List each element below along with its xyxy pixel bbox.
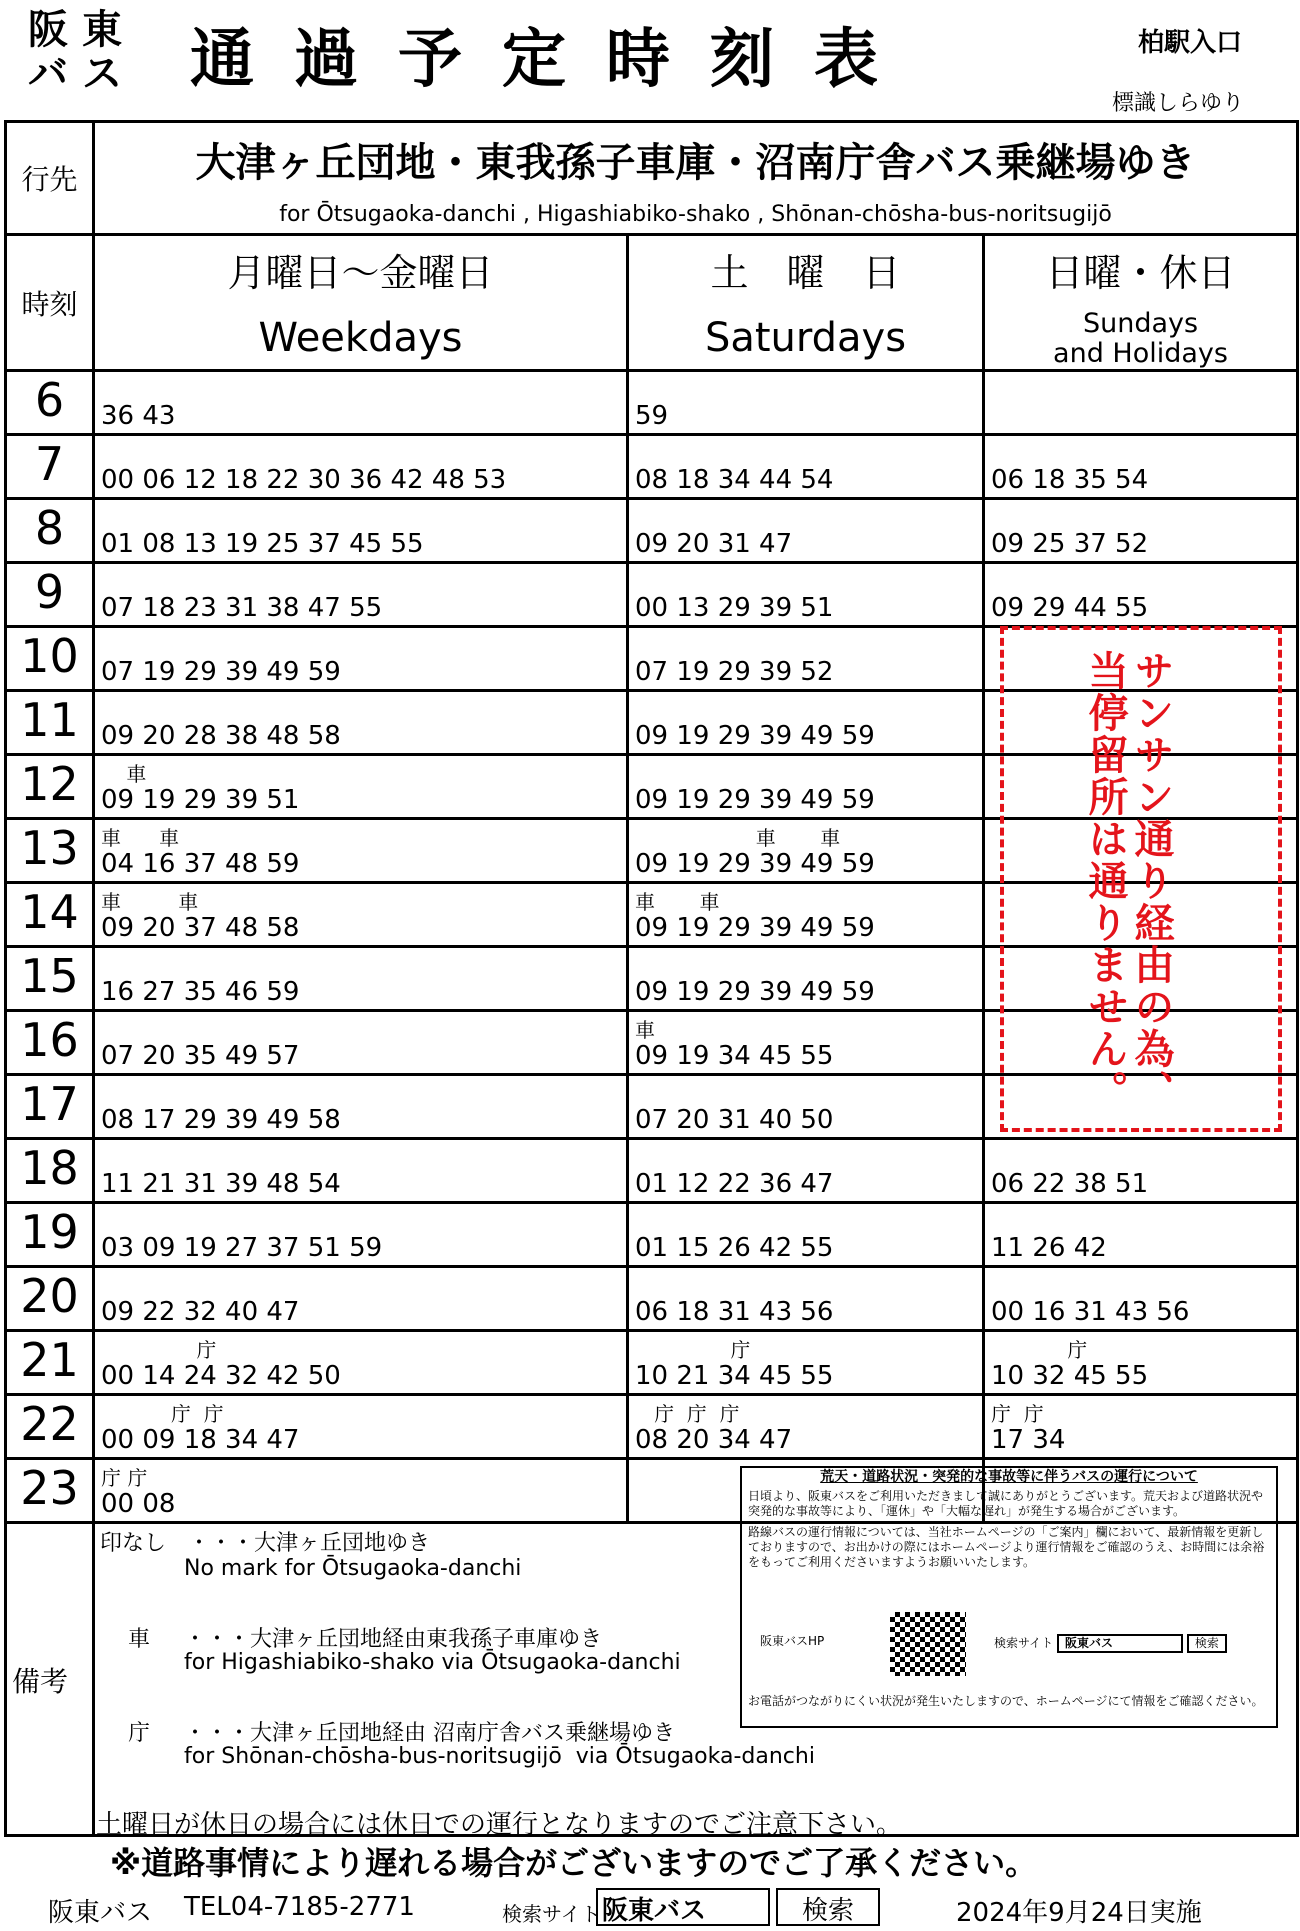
destination-row <box>6 122 1298 235</box>
hour-cell: 16 <box>6 1011 94 1075</box>
timetable-row <box>6 563 1298 627</box>
daytype-en: Saturdays <box>704 315 907 361</box>
departure-minutes: 09 19 29 39 49 59 <box>635 785 875 815</box>
times-wd <box>94 1139 628 1203</box>
timetable-row <box>6 1331 1298 1395</box>
departure-minutes: 11 26 42 <box>991 1233 1107 1263</box>
departure-minutes: 08 20 34 47 <box>635 1425 793 1455</box>
destination-marks: 庁 庁 庁 <box>635 1402 740 1426</box>
remark-sha-mark: 車 <box>128 1627 151 1652</box>
departure-minutes: 09 22 32 40 47 <box>101 1297 300 1327</box>
timetable-row <box>6 1139 1298 1203</box>
timetable-row <box>6 1203 1298 1267</box>
daytype-en: Weekdays <box>258 315 463 361</box>
times-sa <box>628 1395 984 1459</box>
delay-note: ※道路事情により遅れる場合がございますのでご了承ください。 <box>110 1844 1038 1882</box>
departure-minutes: 01 15 26 42 55 <box>635 1233 834 1263</box>
footer-search-label: 検索サイト <box>502 1902 601 1926</box>
departure-minutes: 07 19 29 39 49 59 <box>101 657 341 687</box>
departure-minutes: 00 14 24 32 42 50 <box>101 1361 341 1391</box>
times-su <box>984 1395 1298 1459</box>
destination-label: 行先 <box>6 122 94 235</box>
departure-minutes: 09 25 37 52 <box>991 529 1149 559</box>
times-wd <box>94 1075 628 1139</box>
destination-marks: 車 車 <box>635 890 720 914</box>
departure-minutes: 00 16 31 43 56 <box>991 1297 1190 1327</box>
hour-cell: 22 <box>6 1395 94 1459</box>
times-wd <box>94 1331 628 1395</box>
departure-minutes: 09 20 31 47 <box>635 529 793 559</box>
times-sa <box>628 435 984 499</box>
hour-cell: 10 <box>6 627 94 691</box>
timetable-row <box>6 371 1298 435</box>
destination-marks: 庁 庁 <box>101 1402 224 1426</box>
destination-marks: 庁 <box>991 1338 1088 1362</box>
hour-cell: 19 <box>6 1203 94 1267</box>
departure-minutes: 06 18 31 43 56 <box>635 1297 834 1327</box>
hour-cell: 15 <box>6 947 94 1011</box>
time-label: 時刻 <box>6 235 94 371</box>
departure-minutes: 08 18 34 44 54 <box>635 465 834 495</box>
times-sa <box>628 819 984 883</box>
remark-sha-ja: ・・・大津ヶ丘団地経由東我孫子車庫ゆき <box>184 1627 603 1652</box>
footer-tel: TEL04-7185-2771 <box>184 1892 415 1922</box>
timetable-row <box>6 1267 1298 1331</box>
destination-marks: 車 車 <box>101 826 180 850</box>
info-search <box>994 1634 1227 1653</box>
departure-minutes: 07 20 35 49 57 <box>101 1041 300 1071</box>
timetable-row <box>6 499 1298 563</box>
destination-marks: 車 車 <box>101 890 199 914</box>
times-su <box>984 1139 1298 1203</box>
remark-cho-ja: ・・・大津ヶ丘団地経由 沼南庁舎バス乗継場ゆき <box>184 1721 675 1746</box>
daytype-weekdays <box>94 235 628 371</box>
remark-none-en: No mark for Ōtsugaoka-danchi <box>184 1556 522 1581</box>
info-title: 荒天・道路状況・突発的な事故等に伴うバスの運行について <box>820 1469 1198 1485</box>
destination-marks: 車 車 <box>635 826 841 850</box>
times-wd <box>94 1267 628 1331</box>
departure-minutes: 00 13 29 39 51 <box>635 593 834 623</box>
times-sa <box>628 755 984 819</box>
departure-minutes: 09 19 29 39 49 59 <box>635 721 875 751</box>
times-su <box>984 371 1298 435</box>
departure-minutes: 09 19 29 39 49 59 <box>635 977 875 1007</box>
info-paragraph-2: 路線バスの運行情報については、当社ホームページの「ご案内」欄において、最新情報を更新しておりますので、お出かけの際にはホームページより運行情報をご確認のうえ、お時間には余裕をもってご利用くださいますようお願いいたします。 <box>748 1525 1265 1569</box>
times-wd <box>94 1203 628 1267</box>
departure-minutes: 09 20 37 48 58 <box>101 913 300 943</box>
times-sa <box>628 1075 984 1139</box>
times-sa <box>628 883 984 947</box>
departure-minutes: 07 18 23 31 38 47 55 <box>101 593 383 623</box>
departure-minutes: 06 18 35 54 <box>991 465 1149 495</box>
remark-sha-en: for Higashiabiko-shako via Ōtsugaoka-danchi <box>184 1650 681 1675</box>
destination-marks: 庁 庁 <box>101 1466 148 1490</box>
hour-cell: 9 <box>6 563 94 627</box>
daytype-ja: 土 曜 日 <box>710 251 901 295</box>
departure-minutes: 10 21 34 45 55 <box>635 1361 834 1391</box>
hour-cell: 20 <box>6 1267 94 1331</box>
destination-en: for Ōtsugaoka-danchi , Higashiabiko-shako , Shōnan-chōsha-bus-noritsugijō <box>279 202 1112 227</box>
destination-cell <box>94 122 1298 235</box>
times-wd <box>94 1459 628 1523</box>
departure-minutes: 03 09 19 27 37 51 59 <box>101 1233 383 1263</box>
hour-cell: 6 <box>6 371 94 435</box>
departure-minutes: 00 06 12 18 22 30 36 42 48 53 <box>101 465 507 495</box>
times-wd <box>94 627 628 691</box>
info-search-button: 検索 <box>1187 1634 1227 1653</box>
hour-cell: 7 <box>6 435 94 499</box>
company-name <box>28 8 168 96</box>
daytype-row <box>6 235 1298 371</box>
departure-minutes: 01 08 13 19 25 37 45 55 <box>101 529 424 559</box>
times-wd <box>94 755 628 819</box>
qr-code-icon <box>890 1612 966 1676</box>
departure-minutes: 59 <box>635 401 669 431</box>
hour-cell: 17 <box>6 1075 94 1139</box>
saturday-holiday-caution: 土曜日が休日の場合には休日での運行となりますのでご注意下さい。 <box>96 1810 903 1840</box>
times-wd <box>94 499 628 563</box>
info-paragraph-3: お電話がつながりにくい状況が発生いたしますので、ホームページにて情報をご確認ください。 <box>748 1694 1264 1708</box>
times-sa <box>628 1331 984 1395</box>
stop-name: 柏駅入口 <box>1138 28 1243 58</box>
destination-marks: 庁 庁 <box>991 1402 1044 1426</box>
departure-minutes: 06 22 38 51 <box>991 1169 1149 1199</box>
departure-minutes: 00 08 <box>101 1489 176 1519</box>
destination-marks: 車 <box>101 762 147 786</box>
times-sa <box>628 1267 984 1331</box>
departure-minutes: 09 20 28 38 48 58 <box>101 721 341 751</box>
remark-none-ja: 印なし ・・・大津ヶ丘団地ゆき <box>100 1531 431 1556</box>
times-su <box>984 499 1298 563</box>
times-su <box>984 563 1298 627</box>
timetable-row <box>6 1395 1298 1459</box>
footer-search-button: 検索 <box>776 1888 880 1926</box>
departure-minutes: 09 29 44 55 <box>991 593 1149 623</box>
daytype-en: Sundays and Holidays <box>1053 308 1228 369</box>
hour-cell: 11 <box>6 691 94 755</box>
company-line2: バス <box>28 51 136 97</box>
times-sa <box>628 627 984 691</box>
departure-minutes: 17 34 <box>991 1425 1066 1455</box>
hour-cell: 13 <box>6 819 94 883</box>
destination-ja: 大津ヶ丘団地・東我孫子車庫・沼南庁舎バス乗継場ゆき <box>195 140 1196 186</box>
times-sa <box>628 1203 984 1267</box>
sign-label: 標識しらゆり <box>1112 91 1245 116</box>
times-wd <box>94 435 628 499</box>
daytype-ja: 日曜・休日 <box>1045 251 1236 295</box>
hour-cell: 21 <box>6 1331 94 1395</box>
departure-minutes: 09 19 29 39 51 <box>101 785 300 815</box>
times-wd <box>94 371 628 435</box>
times-wd <box>94 1011 628 1075</box>
company-line1: 阪東 <box>28 7 136 53</box>
departure-minutes: 09 19 29 39 49 59 <box>635 849 875 879</box>
times-wd <box>94 563 628 627</box>
page-title: 通過予定時刻表 <box>190 23 918 97</box>
departure-minutes: 09 19 29 39 49 59 <box>635 913 875 943</box>
footer-effective-date: 2024年9月24日実施 <box>956 1898 1202 1928</box>
times-sa <box>628 563 984 627</box>
times-sa <box>628 1011 984 1075</box>
times-su <box>984 1203 1298 1267</box>
departure-minutes: 08 17 29 39 49 58 <box>101 1105 341 1135</box>
departure-minutes: 09 19 34 45 55 <box>635 1041 834 1071</box>
times-wd <box>94 947 628 1011</box>
destination-marks: 庁 <box>635 1338 751 1362</box>
destination-marks: 車 <box>635 1018 655 1042</box>
departure-minutes: 04 16 37 48 59 <box>101 849 300 879</box>
info-search-field: 阪東バス <box>1057 1634 1183 1653</box>
departure-minutes: 11 21 31 39 48 54 <box>101 1169 341 1199</box>
times-sa <box>628 947 984 1011</box>
times-wd <box>94 691 628 755</box>
departure-minutes: 01 12 22 36 47 <box>635 1169 834 1199</box>
hour-cell: 14 <box>6 883 94 947</box>
remark-cho-mark: 庁 <box>128 1721 151 1746</box>
times-sa <box>628 371 984 435</box>
sunday-notice-box <box>1000 626 1282 1132</box>
hour-cell: 18 <box>6 1139 94 1203</box>
destination-marks: 庁 <box>101 1338 217 1362</box>
times-sa <box>628 1139 984 1203</box>
times-su <box>984 1331 1298 1395</box>
departure-minutes: 36 43 <box>101 401 176 431</box>
departure-minutes: 00 09 18 34 47 <box>101 1425 300 1455</box>
sunday-notice-text: サンサン通り経由の為、当停留所は通りません。 <box>1082 650 1174 1112</box>
remarks-label: 備考 <box>12 1665 69 1698</box>
times-wd <box>94 819 628 883</box>
times-sa <box>628 499 984 563</box>
hour-cell: 12 <box>6 755 94 819</box>
departure-minutes: 07 19 29 39 52 <box>635 657 834 687</box>
remark-cho-en: for Shōnan-chōsha-bus-noritsugijō via Ōtsugaoka-danchi <box>184 1744 815 1769</box>
hour-cell: 23 <box>6 1459 94 1523</box>
footer-search-field: 阪東バス <box>596 1888 770 1926</box>
times-wd <box>94 1395 628 1459</box>
operation-info-box <box>740 1466 1278 1728</box>
departure-minutes: 07 20 31 40 50 <box>635 1105 834 1135</box>
departure-minutes: 16 27 35 46 59 <box>101 977 300 1007</box>
hour-cell: 8 <box>6 499 94 563</box>
times-su <box>984 1267 1298 1331</box>
timetable-row <box>6 435 1298 499</box>
info-hp-label: 阪東バスHP <box>760 1634 825 1648</box>
daytype-sundays <box>984 235 1298 371</box>
times-sa <box>628 691 984 755</box>
departure-minutes: 10 32 45 55 <box>991 1361 1149 1391</box>
footer-company: 阪東バス <box>48 1898 153 1928</box>
times-wd <box>94 883 628 947</box>
info-search-label: 検索サイト <box>994 1636 1054 1650</box>
daytype-ja: 月曜日～金曜日 <box>227 251 494 295</box>
daytype-saturdays <box>628 235 984 371</box>
times-su <box>984 435 1298 499</box>
info-paragraph-1: 日頃より、阪東バスをご利用いただきまして誠にありがとうございます。荒天および道路状況や突発的な事故等により、「運休」や「大幅な遅れ」が発生する場合がございます。 <box>748 1489 1264 1518</box>
